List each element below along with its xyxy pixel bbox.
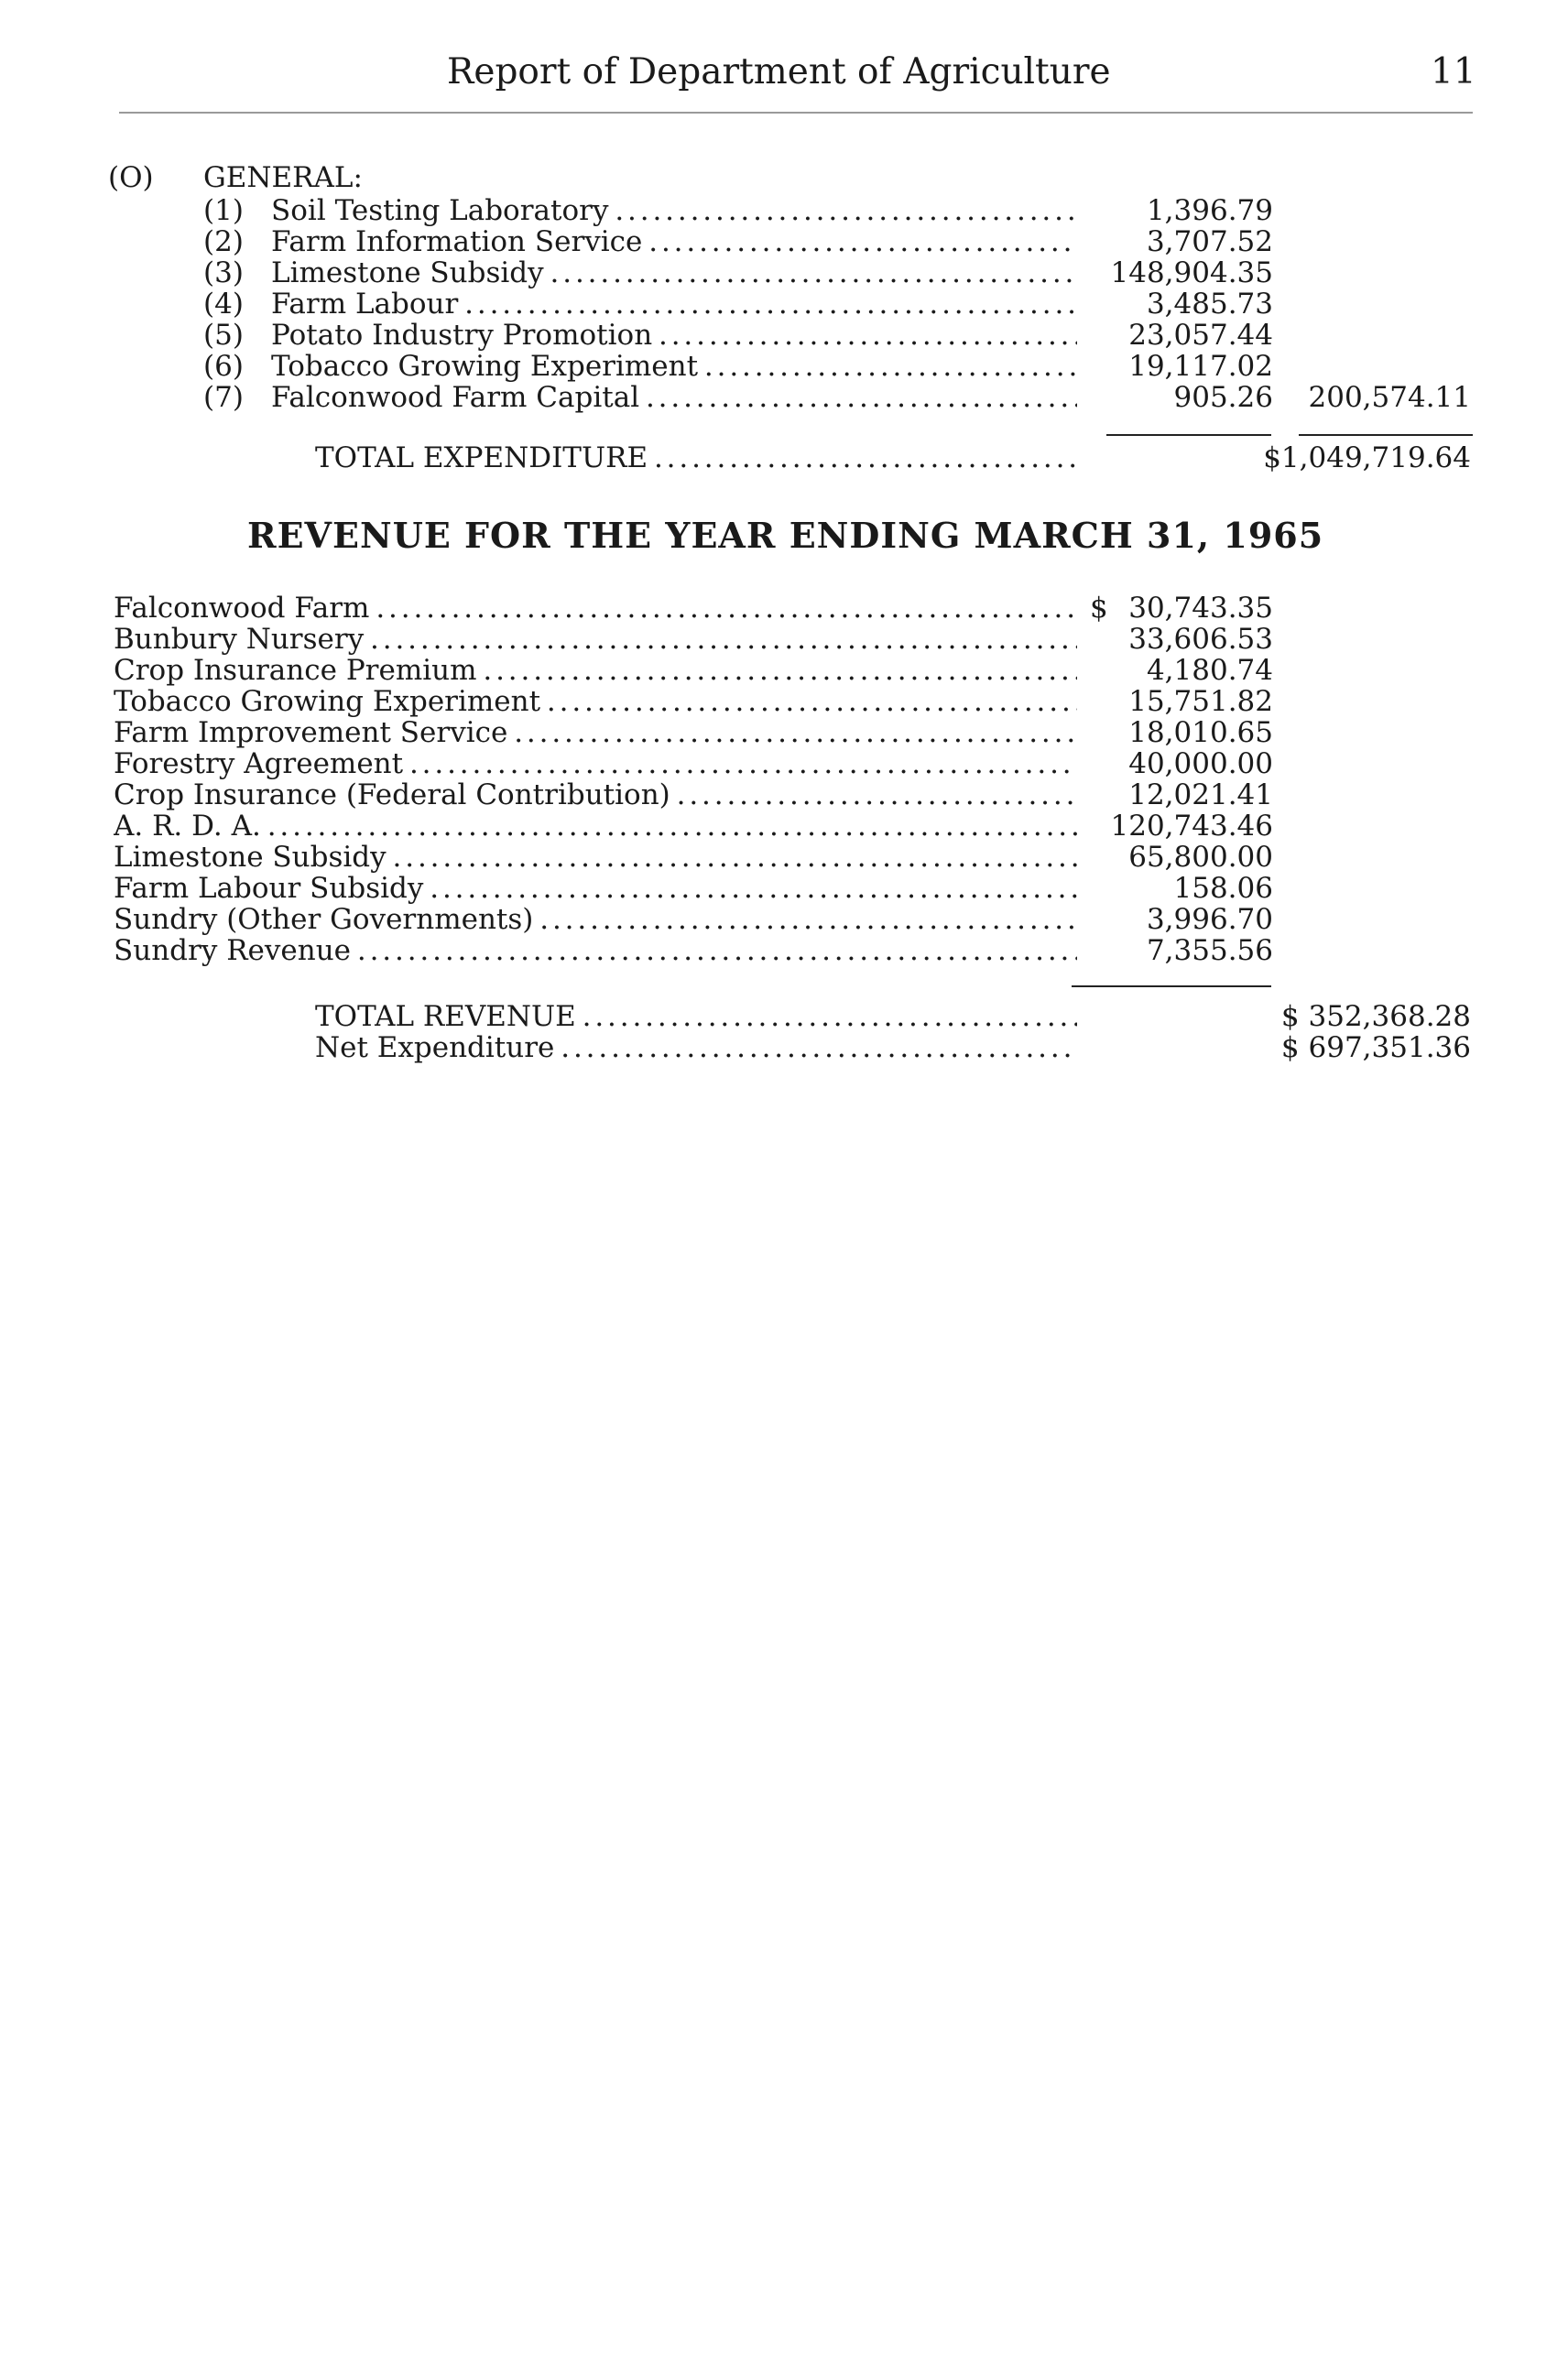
revenue-item-amount: 3,996.70 (1146, 903, 1273, 936)
revenue-item-amount: 4,180.74 (1146, 654, 1273, 687)
list-item-label: Soil Testing Laboratory . . . (271, 194, 1077, 227)
list-item-amount: 148,904.35 (1110, 256, 1273, 289)
list-item-amount: 905.26 (1173, 381, 1273, 414)
list-item-amount: 3,707.52 (1146, 225, 1273, 258)
header-rule (119, 112, 1473, 114)
revenue-item-label: Tobacco Growing Experiment . . . (114, 685, 1077, 718)
section-subtotal: 200,574.11 (1308, 381, 1471, 414)
revenue-item-amount: 7,355.56 (1146, 934, 1273, 967)
revenue-item-amount: 30,743.35 (1128, 592, 1273, 625)
revenue-item-label: Crop Insurance (Federal Contribution) . . . (114, 778, 1077, 811)
revenue-item-label: Farm Labour Subsidy . . . (114, 872, 1077, 905)
revenue-item-amount: 12,021.41 (1128, 778, 1273, 811)
revenue-item-label: A. R. D. A. . . . (114, 810, 1077, 843)
net-expenditure-amount: $ 697,351.36 (1280, 1031, 1471, 1064)
revenue-item-amount: 18,010.65 (1128, 716, 1273, 749)
page-number: 11 (1431, 51, 1476, 92)
revenue-heading: REVENUE FOR THE YEAR ENDING MARCH 31, 1965 (247, 515, 1324, 556)
list-item-label: Limestone Subsidy . . . (271, 256, 1077, 289)
revenue-item-label: Sundry (Other Governments) . . . (114, 903, 1077, 936)
section-label: (O) (108, 161, 154, 194)
section-heading: GENERAL: (203, 161, 363, 194)
revenue-item-label: Falconwood Farm . . . (114, 592, 1077, 625)
total-revenue-amount: $ 352,368.28 (1280, 1000, 1471, 1033)
subtotal-rule (1106, 434, 1271, 436)
revenue-item-label: Sundry Revenue . . . (114, 934, 1077, 967)
revenue-subtotal-rule (1072, 985, 1271, 987)
total-rule (1299, 434, 1473, 436)
list-item-number: (6) (203, 350, 244, 383)
list-item-number: (4) (203, 288, 244, 321)
list-item-amount: 3,485.73 (1146, 288, 1273, 321)
total-expenditure-amount: $1,049,719.64 (1263, 441, 1471, 474)
revenue-item-label: Farm Improvement Service . . . (114, 716, 1077, 749)
revenue-item-amount: 15,751.82 (1128, 685, 1273, 718)
list-item-amount: 1,396.79 (1146, 194, 1273, 227)
list-item-number: (2) (203, 225, 244, 258)
revenue-item-amount: 65,800.00 (1128, 841, 1273, 874)
list-item-label: Tobacco Growing Experiment . . . (271, 350, 1077, 383)
list-item-label: Falconwood Farm Capital . . . (271, 381, 1077, 414)
revenue-item-label: Limestone Subsidy . . . (114, 841, 1077, 874)
list-item-label: Farm Labour . . . (271, 288, 1077, 321)
list-item-number: (3) (203, 256, 244, 289)
list-item-number: (1) (203, 194, 244, 227)
list-item-label: Farm Information Service . . . (271, 225, 1077, 258)
list-item-number: (7) (203, 381, 244, 414)
revenue-item-label: Bunbury Nursery . . . (114, 623, 1077, 656)
revenue-item-label: Forestry Agreement . . . (114, 747, 1077, 780)
revenue-item-amount: 40,000.00 (1128, 747, 1273, 780)
list-item-number: (5) (203, 319, 244, 352)
net-expenditure-label: Net Expenditure . . . (315, 1031, 1077, 1064)
list-item-amount: 23,057.44 (1128, 319, 1273, 352)
revenue-item-amount: 158.06 (1173, 872, 1273, 905)
revenue-item-amount: 120,743.46 (1110, 810, 1273, 843)
total-expenditure-label: TOTAL EXPENDITURE . . . (315, 441, 1077, 474)
revenue-item-label: Crop Insurance Premium . . . (114, 654, 1077, 687)
total-revenue-label: TOTAL REVENUE . . . (315, 1000, 1077, 1033)
page-header-title: Report of Department of Agriculture (447, 51, 1111, 92)
list-item-label: Potato Industry Promotion . . . (271, 319, 1077, 352)
currency-symbol: $ (1090, 592, 1108, 625)
list-item-amount: 19,117.02 (1128, 350, 1273, 383)
revenue-item-amount: 33,606.53 (1128, 623, 1273, 656)
